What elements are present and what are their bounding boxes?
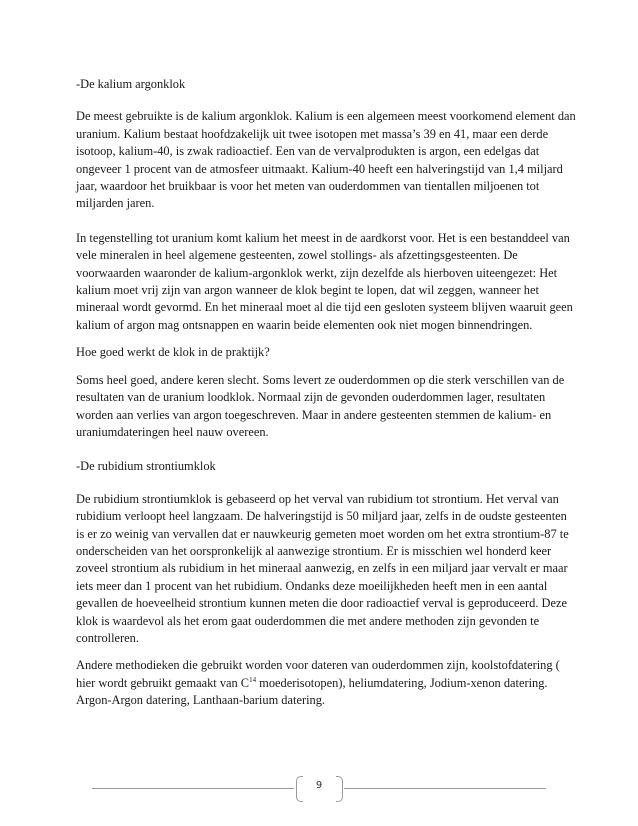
right-bracket-icon xyxy=(336,776,343,802)
section-heading-kalium-argon: -De kalium argonklok xyxy=(76,77,186,91)
question-heading: Hoe goed werkt de klok in de praktijk? xyxy=(76,345,270,360)
other-methods-text-end: moederisotopen), heliumdatering, Jodium-xenon datering. Argon-Argon datering, Lanthaan-barium datering. xyxy=(76,675,548,708)
left-bracket-icon xyxy=(296,776,303,802)
carbon-isotope-superscript: 14 xyxy=(249,675,257,684)
page-footer xyxy=(0,774,638,804)
paragraph-kalium-conditions: In tegenstelling tot uranium komt kalium het meest in de aardkorst voor. Het is een bestanddeel van vele mineralen in heel algemene gesteenten, zowel stollings- als afzettingsgesteenten. De voorwaarden waaronder de kalium-argonklok werkt, zijn dezelfde als hierboven uiteengezet: Het kalium moet vrij zijn van argon wanneer de klok begint te lopen, dat wil zeggen, wanneer het mineraal wordt gevormd. En het mineraal moet al die tijd een gesloten systeem blijven waaruit geen kalium of argon mag ontsnappen en waarin beide elementen ook niet mogen binnendringen. xyxy=(76,230,573,332)
paragraph-other-methods xyxy=(76,657,576,709)
paragraph-kalium-practice: Soms heel goed, andere keren slecht. Soms levert ze ouderdommen op die sterk verschillen van de resultaten van de uranium loodklok. Normaal zijn de gevonden ouderdommen lager, resultaten worden aan verlies van argon toegeschreven. Maar in andere gesteenten stemmen de kalium- en uraniumdateringen heel nauw overeen. xyxy=(76,372,565,439)
other-methods-text-start: Andere methodieken die gebruikt worden voor dateren van ouderdommen zijn, koolstofdatering ( hier wordt gebruikt gemaakt van C xyxy=(76,658,560,690)
paragraph-rubidium: De rubidium strontiumklok is gebaseerd op het verval van rubidium tot strontium. Het verval van rubidium verloopt heel langzaam. De halveringstijd is 50 miljard jaar, zelfs in de oudste gesteenten is er zo weinig van vervallen dat er nauwkeurig gemeten moet worden om het extra strontium-87 te onderscheiden van het oorspronkelijk al aanwezige strontium. Er is misschien wel honderd keer zoveel strontium als rubidium in het mineraal aanwezig, en zelfs in een miljard jaar vervalt er maar iets meer dan 1 procent van het rubidium. Ondanks deze moeilijkheden heeft men in een aantal gevallen de hoeveelheid strontium kunnen meten die door radioactief verval is geproduceerd. Deze klok is waardevol als het erom gaat ouderdommen die met andere methoden zijn gevonden te controlleren. xyxy=(76,491,569,645)
section-heading-rubidium-strontium: -De rubidium strontiumklok xyxy=(76,459,216,474)
paragraph-kalium-intro: De meest gebruikte is de kalium argonklok. Kalium is een algemeen meest voorkomend element dan uranium. Kalium bestaat hoofdzakelijk uit twee isotopen met massa’s 39 en 41, maar een derde isotoop, kalium-40, is zwak radioactief. Een van de vervalprodukten is argon, een edelgas dat ongeveer 1 procent van de atmosfeer uitmaakt. Kalium-40 heeft een halveringstijd van 1,4 miljard jaar, waardoor het bruikbaar is voor het meten van ouderdommen van tientallen miljoenen tot miljarden jaren. xyxy=(76,109,576,211)
page-number: 9 xyxy=(315,780,323,791)
page-content xyxy=(76,76,576,720)
footer-rule-left xyxy=(92,788,294,789)
footer-rule-right xyxy=(344,788,546,789)
